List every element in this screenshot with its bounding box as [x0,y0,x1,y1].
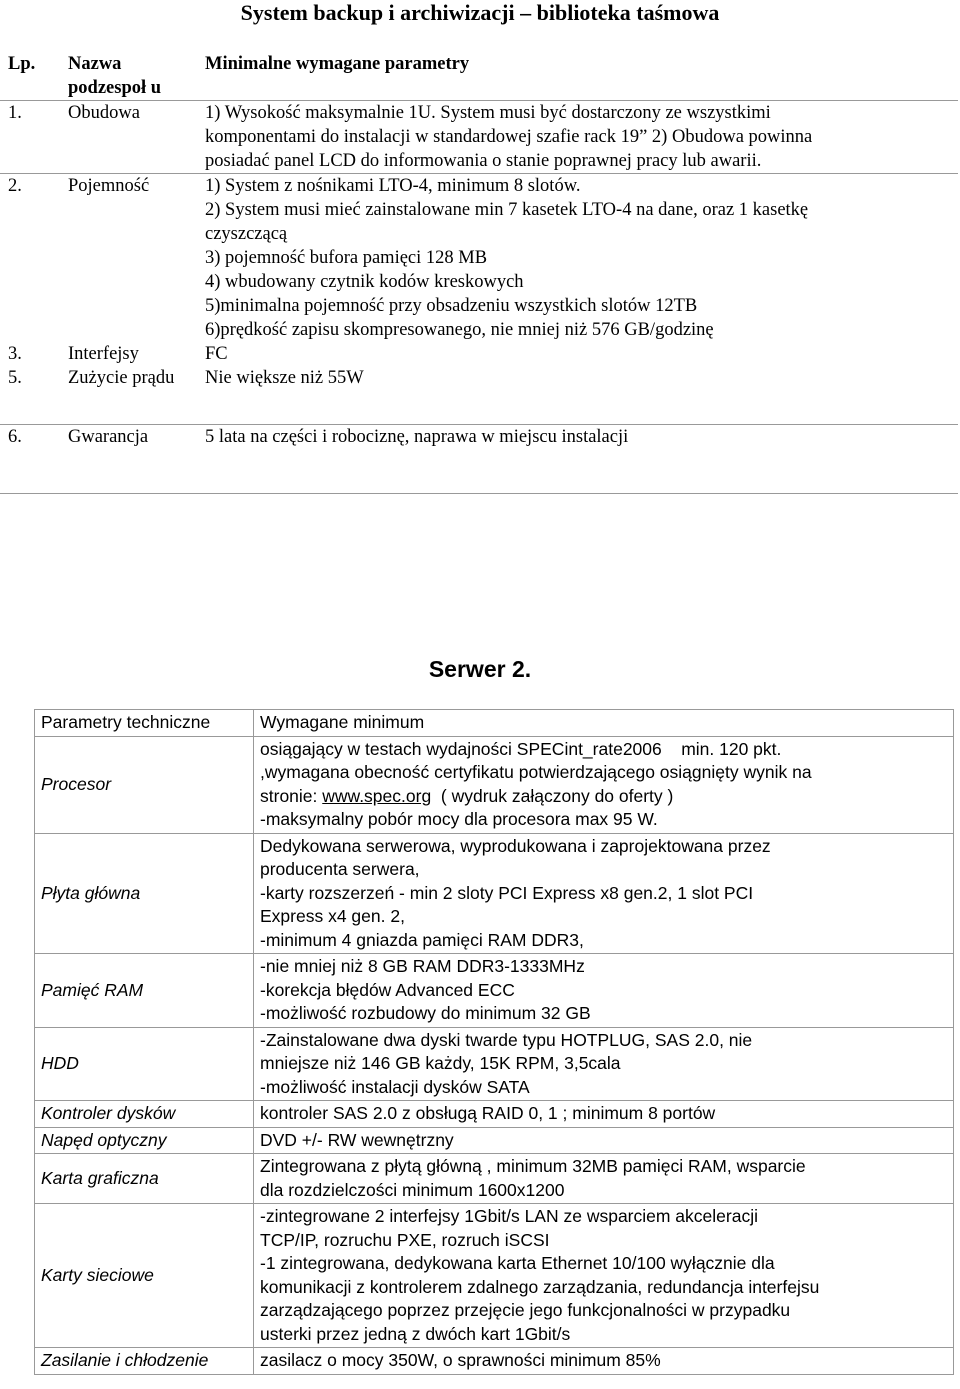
value-line: DVD +/- RW wewnętrzny [260,1129,454,1150]
table-row [35,1027,954,1101]
row-name: Gwarancja [68,425,193,494]
value-line: -karty rozszerzeń - min 2 sloty PCI Express x8 gen.2, 1 slot PCI [260,882,754,903]
header-name: Nazwa podzespoł u [68,52,193,101]
param-line: 5 lata na części i robociznę, naprawa w miejscu instalacji [205,427,629,447]
table-row [35,1204,954,1348]
value-line: usterki przez jedną z dwóch kart 1Gbit/s [260,1323,571,1344]
value-line: osiągający w testach wydajności SPECint_rate2006 min. 120 pkt. [260,738,782,759]
document-title: System backup i archiwizacji – biblioteka taśmowa [240,0,720,25]
table-header-row [35,710,954,737]
table-row [35,1348,954,1375]
row-name: Zużycie prądu [68,366,193,425]
table-header-row [0,52,958,101]
server-section-title: Serwer 2. [428,656,532,682]
table-row [0,174,958,343]
value-line: -możliwość instalacji dysków SATA [260,1076,530,1097]
row-lp: 6. [0,425,68,494]
header-params: Minimalne wymagane parametry [193,52,958,101]
param-value [254,1204,954,1348]
param-line: 2) System musi mieć zainstalowane min 7 kasetek LTO-4 na dane, oraz 1 kasetkę [205,200,809,220]
param-line: 4) wbudowany czytnik kodów kreskowych [205,272,524,292]
table-row [0,342,958,366]
row-lp: 2. [8,176,22,196]
param-name: Karta graficzna [35,1154,254,1204]
row-name: Pojemność [68,176,150,196]
header-requirement: Wymagane minimum [254,710,954,737]
row-lp: 1. [0,101,68,174]
param-value [254,736,954,833]
row-params [193,342,958,366]
param-name: Kontroler dysków [35,1101,254,1128]
param-value [254,833,954,954]
param-value [254,954,954,1028]
row-params [193,174,958,343]
tape-library-table [0,52,958,494]
param-line: 6)prędkość zapisu skompresowanego, nie mniej niż 576 GB/godzinę [205,320,714,340]
param-value [254,1348,954,1375]
server-spec-table [34,709,954,1375]
param-name: Procesor [35,736,254,833]
param-line: 3) pojemność bufora pamięci 128 MB [205,248,488,268]
param-name: Płyta główna [35,833,254,954]
value-line: kontroler SAS 2.0 z obsługą RAID 0, 1 ; minimum 8 portów [260,1103,716,1123]
header-lp: Lp. [0,52,68,101]
value-line: zasilacz o mocy 350W, o sprawności minimum 85% [260,1350,661,1370]
param-line: Nie większe niż 55W [205,368,364,388]
value-line: Zintegrowana z płytą główną , minimum 32MB pamięci RAM, wsparcie [260,1156,806,1176]
row-params [193,425,958,494]
value-line: -maksymalny pobór mocy dla procesora max 95 W. [260,809,658,829]
table-row [35,1154,954,1204]
table-row [0,366,958,425]
param-name: Pamięć RAM [35,954,254,1028]
value-line: komunikacji z kontrolerem zdalnego zarządzania, redundancja interfejsu [260,1276,820,1297]
table-row [35,954,954,1028]
table-row [0,101,958,174]
value-line: dla rozdzielczości minimum 1600x1200 [260,1179,565,1200]
param-line: 1) Wysokość maksymalnie 1U. System musi być dostarczony ze wszystkimi [205,103,771,123]
value-line: TCP/IP, rozruchu PXE, rozruch iSCSI [260,1229,550,1250]
value-line: -Zainstalowane dwa dyski twarde typu HOTPLUG, SAS 2.0, nie [260,1029,753,1050]
table-row [35,736,954,833]
param-line: FC [205,344,228,364]
row-params [193,366,958,425]
value-line: Dedykowana serwerowa, wyprodukowana i zaprojektowana przez [260,835,771,856]
spec-link[interactable]: www.spec [322,785,402,806]
table-row [0,425,958,494]
row-lp: 5. [0,366,68,425]
row-lp: 3. [8,344,22,364]
value-line: producenta serwera, [260,859,420,879]
row-name: Interfejsy [68,344,139,364]
row-name: Obudowa [68,101,193,174]
param-line: posiadać panel LCD do informowania o stanie poprawnej pracy lub awarii. [205,151,762,171]
value-text: stronie: [260,785,323,806]
param-name: Napęd optyczny [35,1127,254,1154]
header-param: Parametry techniczne [35,710,254,737]
param-value [254,1027,954,1101]
value-text: ( wydruk załączony do oferty ) [431,785,674,806]
param-name: Karty sieciowe [35,1204,254,1348]
value-line: -zintegrowane 2 interfejsy 1Gbit/s LAN ze wsparciem akceleracji [260,1206,758,1226]
value-line [260,785,947,809]
table-row [35,1101,954,1128]
row-params [193,101,958,174]
param-value [254,1101,954,1128]
value-line: -1 zintegrowana, dedykowana karta Ethernet 10/100 wyłącznie dla [260,1253,775,1273]
spec-link-suffix[interactable]: .org [401,785,432,806]
param-line: komponentami do instalacji w standardowej szafie rack 19” 2) Obudowa powinna [205,127,813,147]
value-line: ,wymagana obecność certyfikatu potwierdzającego osiągnięty wynik na [260,762,812,782]
param-name: HDD [35,1027,254,1101]
value-line: -minimum 4 gniazda pamięci RAM DDR3, [260,929,584,950]
table-row [35,1127,954,1154]
param-value [254,1127,954,1154]
value-line: -nie mniej niż 8 GB RAM DDR3-1333MHz [260,956,585,976]
param-name: Zasilanie i chłodzenie [35,1348,254,1375]
param-line: 1) System z nośnikami LTO-4, minimum 8 slotów. [205,176,581,196]
value-line: -korekcja błędów Advanced ECC [260,979,515,1000]
value-line: Express x4 gen. 2, [260,906,405,926]
param-line: 5)minimalna pojemność przy obsadzeniu wszystkich slotów 12TB [205,296,698,316]
table-row [35,833,954,954]
param-line: czyszczącą [205,224,288,244]
value-line: zarządzającego poprzez przejęcie jego funkcjonalności w przypadku [260,1300,791,1320]
value-line: mniejsze niż 146 GB każdy, 15K RPM, 3,5cala [260,1053,621,1073]
value-line: -możliwość rozbudowy do minimum 32 GB [260,1003,591,1023]
param-value [254,1154,954,1204]
